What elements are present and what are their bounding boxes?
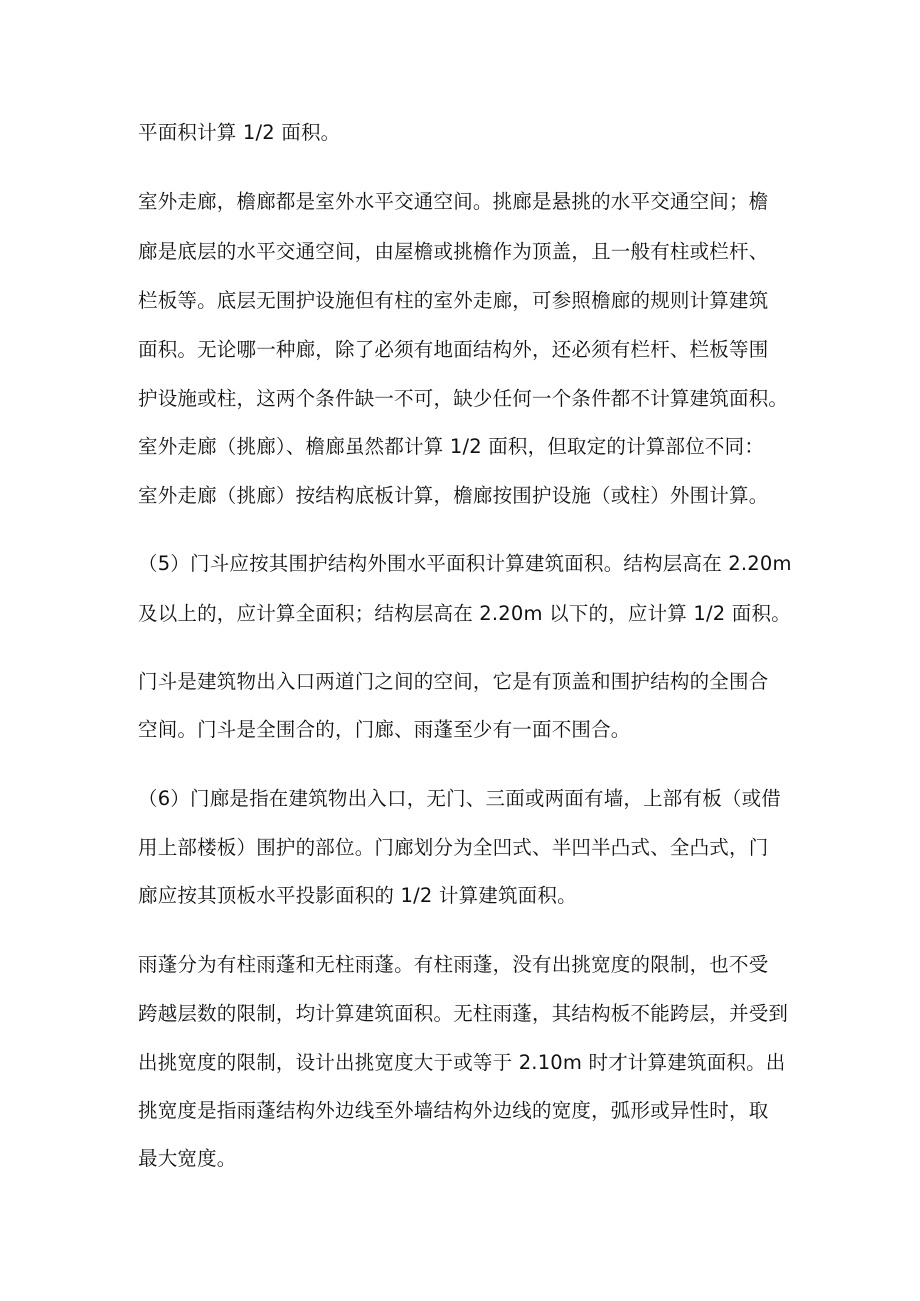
text-line: 最大宽度。 — [138, 1147, 237, 1170]
text-line: 室外走廊（挑廊）按结构底板计算，檐廊按围护设施（或柱）外围计算。 — [138, 484, 769, 507]
text-line: 平面积计算 1/2 面积。 — [138, 121, 341, 144]
text-line: 挑宽度是指雨蓬结构外边线至外墙结构外边线的宽度，弧形或异性时，取 — [138, 1099, 769, 1122]
text-line: 门斗是建筑物出入口两道门之间的空间，它是有顶盖和围护结构的全围合 — [138, 670, 769, 693]
text-line: 及以上的，应计算全面积；结构层高在 2.20m 以下的，应计算 1/2 面积。 — [138, 602, 791, 625]
text-line: （5）门斗应按其围护结构外围水平面积计算建筑面积。结构层高在 2.20m — [138, 552, 792, 575]
text-line: 室外走廊，檐廊都是室外水平交通空间。挑廊是悬挑的水平交通空间；檐 — [138, 190, 769, 213]
text-line: （6）门廊是指在建筑物出入口，无门、三面或两面有墙，上部有板（或借 — [138, 787, 782, 810]
text-line: 跨越层数的限制，均计算建筑面积。无柱雨蓬，其结构板不能跨层，并受到 — [138, 1002, 789, 1025]
text-line: 廊应按其顶板水平投影面积的 1/2 计算建筑面积。 — [138, 884, 577, 907]
text-line: 廊是底层的水平交通空间，由屋檐或挑檐作为顶盖，且一般有柱或栏杆、 — [138, 240, 769, 263]
text-line: 空间。门斗是全围合的，门廊、雨蓬至少有一面不围合。 — [138, 718, 631, 741]
text-line: 用上部楼板）围护的部位。门廊划分为全凹式、半凹半凸式、全凸式，门 — [138, 836, 769, 859]
text-line: 护设施或柱，这两个条件缺一不可，缺少任何一个条件都不计算建筑面积。 — [138, 387, 789, 410]
text-line: 栏板等。底层无围护设施但有柱的室外走廊，可参照檐廊的规则计算建筑 — [138, 289, 769, 312]
text-line: 雨蓬分为有柱雨蓬和无柱雨蓬。有柱雨蓬，没有出挑宽度的限制，也不受 — [138, 953, 769, 976]
text-line: 室外走廊（挑廊）、檐廊虽然都计算 1/2 面积，但取定的计算部位不同： — [138, 435, 765, 458]
text-line: 出挑宽度的限制，设计出挑宽度大于或等于 2.10m 时才计算建筑面积。出 — [138, 1051, 786, 1074]
text-line: 面积。无论哪一种廊，除了必须有地面结构外，还必须有栏杆、栏板等围 — [138, 338, 769, 361]
